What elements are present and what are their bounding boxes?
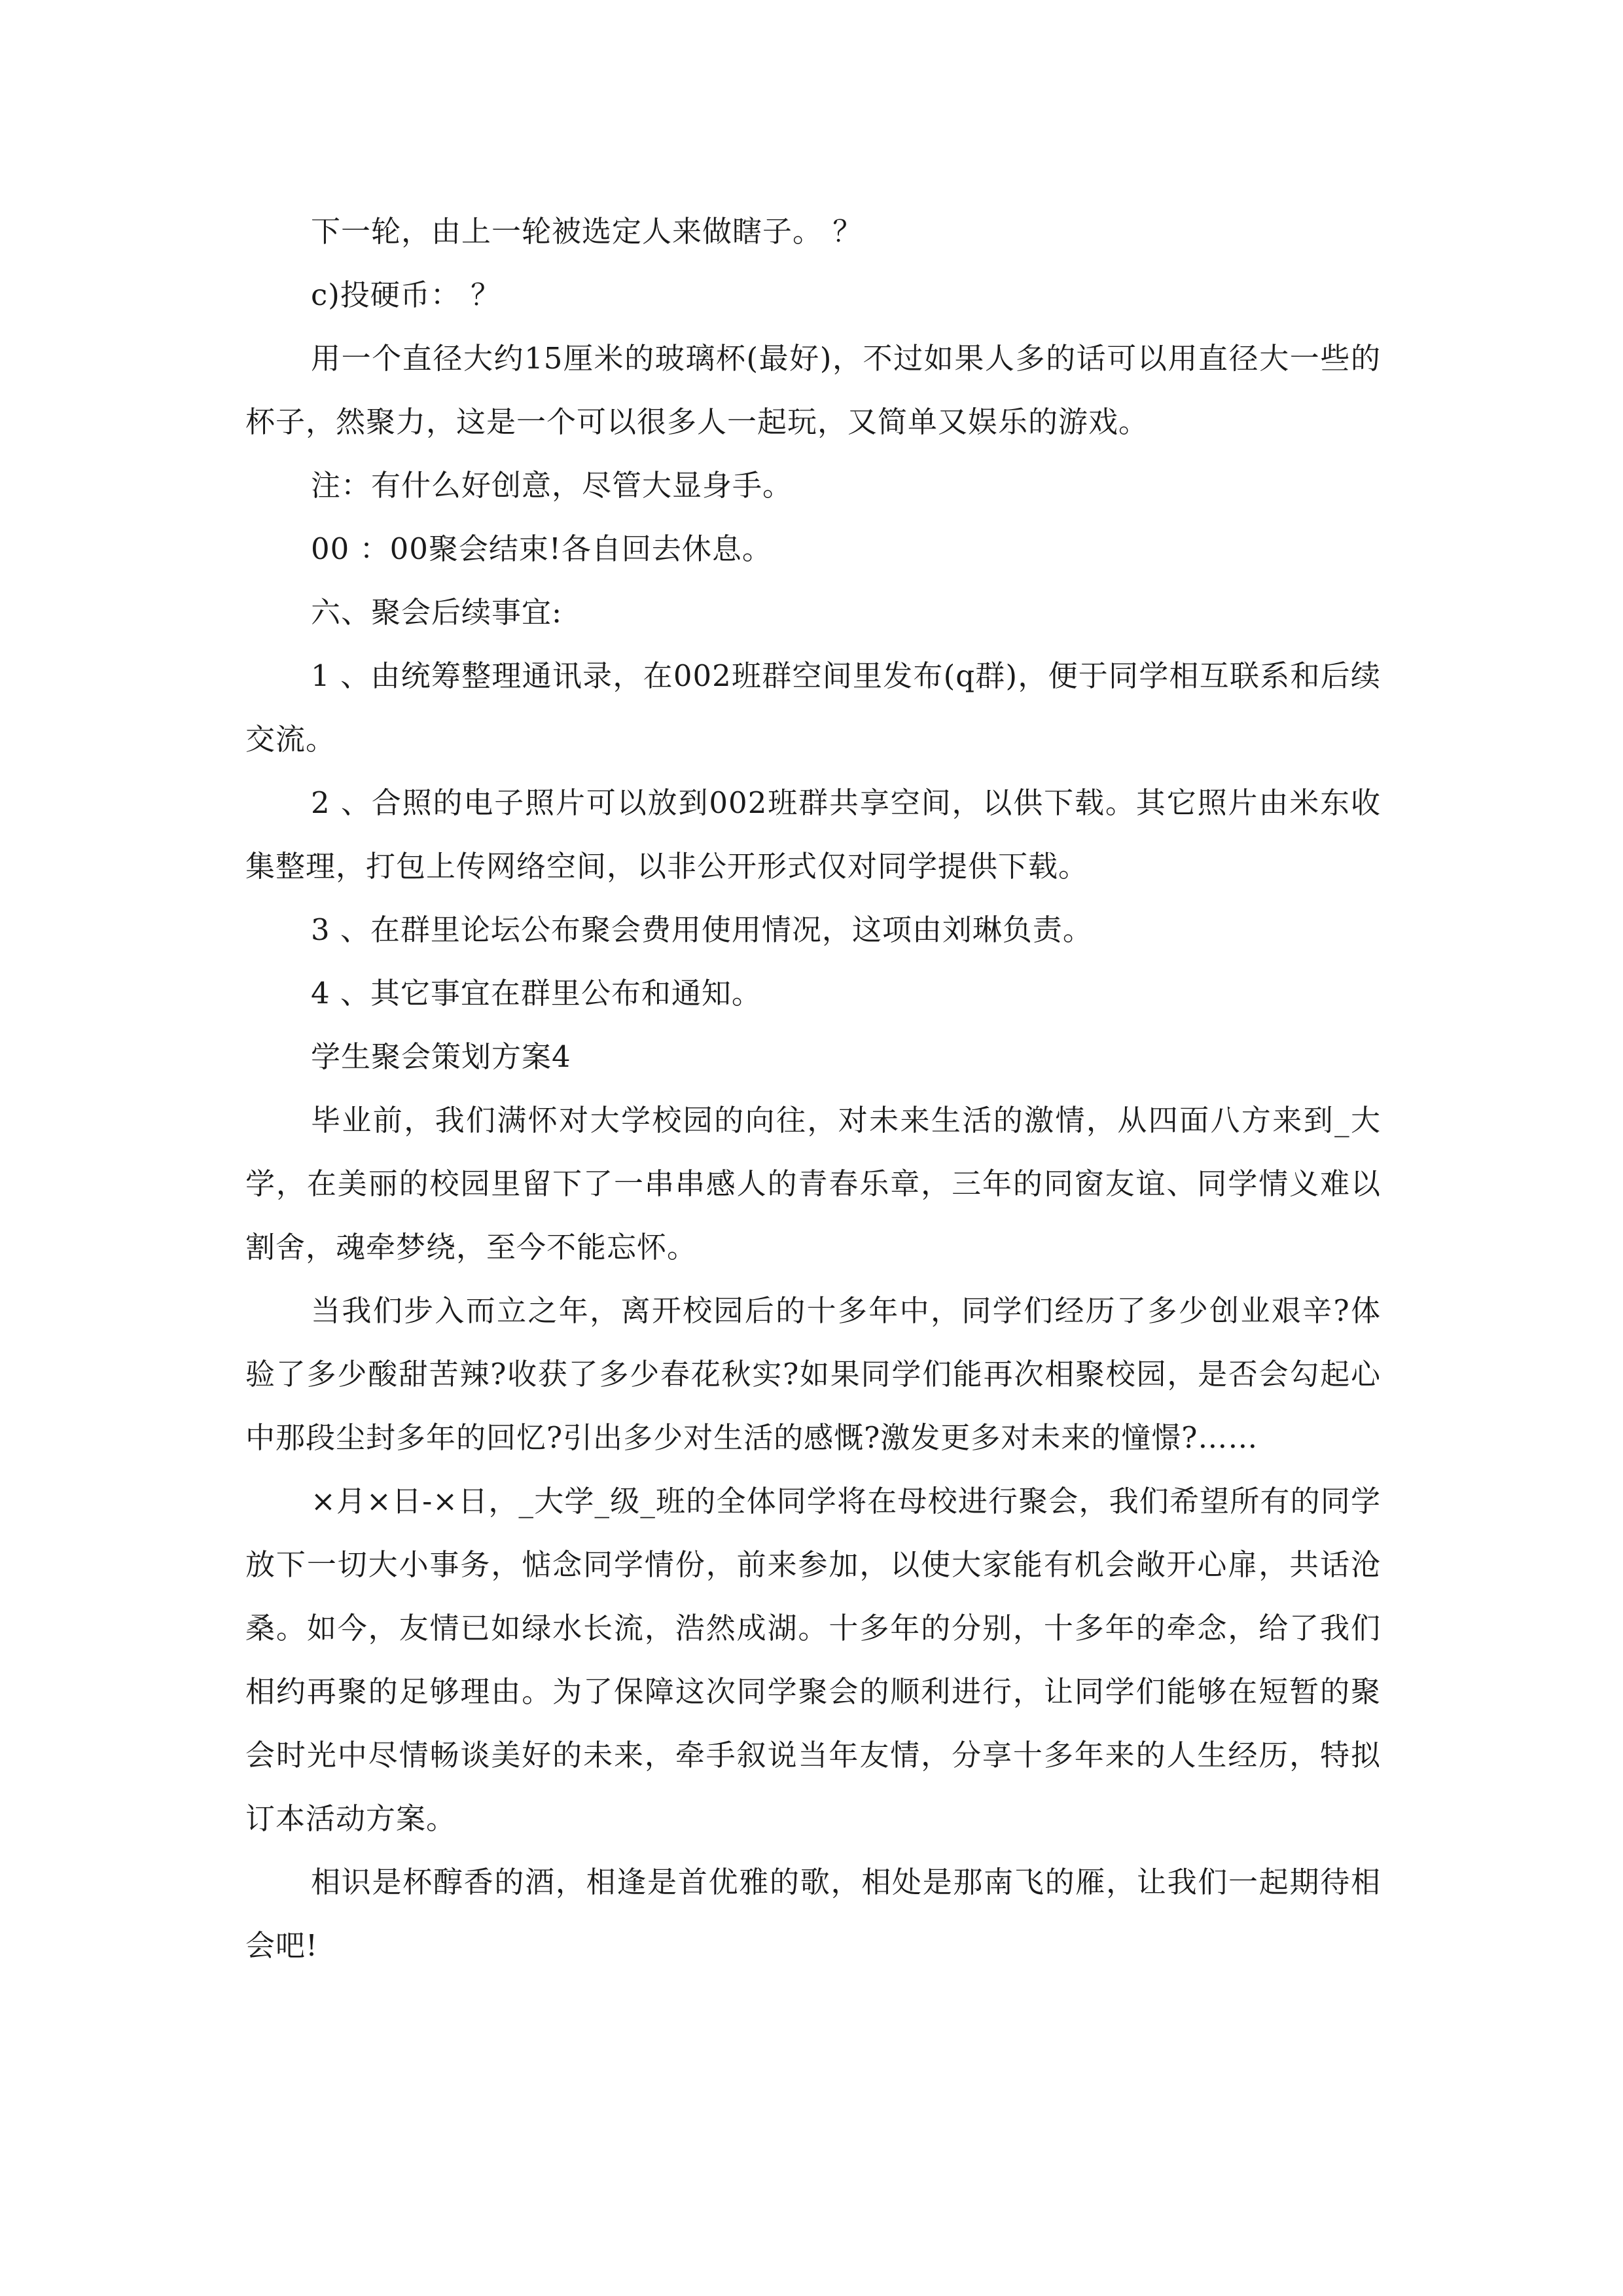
paragraph-item-4: 4 、其它事宜在群里公布和通知。 bbox=[311, 976, 762, 1011]
paragraph-before-graduation: 毕业前，我们满怀对大学校园的向往，对未来生活的激情，从四面八方来到_大学，在美丽的校园里留下了一串串感人的青春乐章，三年的同窗友谊、同学情义难以割舍，魂牵梦绕，至今不能忘怀。 bbox=[245, 1103, 1381, 1265]
paragraph-coin-toss-title: c)投硬币： ？ bbox=[311, 278, 501, 312]
paragraph-thirty-years: 当我们步入而立之年，离开校园后的十多年中，同学们经历了多少创业艰辛?体验了多少酸甜苦辣?收获了多少春花秋实?如果同学们能再次相聚校园，是否会勾起心中那段尘封多年的回忆?引出多少对生活的感慨?激发更多对未来的憧憬?…… bbox=[245, 1293, 1381, 1455]
paragraph-coin-toss-rules: 用一个直径大约15厘米的玻璃杯(最好)，不过如果人多的话可以用直径大一些的杯子，然聚力，这是一个可以很多人一起玩，又简单又娱乐的游戏。 bbox=[245, 341, 1381, 439]
paragraph-blind-next-round: 下一轮，由上一轮被选定人来做瞎子。 ？ bbox=[311, 214, 863, 249]
paragraph-note: 注：有什么好创意，尽管大显身手。 bbox=[311, 468, 793, 503]
paragraph-item-2: 2 、合照的电子照片可以放到002班群共享空间，以供下载。其它照片由米东收集整理，打包上传网络空间，以非公开形式仅对同学提供下载。 bbox=[245, 785, 1381, 884]
section-heading-follow-up: 六、聚会后续事宜: bbox=[311, 595, 563, 630]
paragraph-party-end: 00 ：00聚会结束!各自回去休息。 bbox=[311, 531, 772, 566]
paragraph-reunion-date: ×月×日-×日，_大学_级_班的全体同学将在母校进行聚会，我们希望所有的同学放下一切大小事务，惦念同学情份，前来参加，以使大家能有机会敞开心扉，共话沧桑。如今，友情已如绿水长流，浩然成湖。十多年的分别，十多年的牵念，给了我们相约再聚的足够理由。为了保障这次同学聚会的顺利进行，让同学们能够在短暂的聚会时光中尽情畅谈美好的未来，牵手叙说当年友情，分享十多年来的人生经历，特拟订本活动方案。 bbox=[245, 1484, 1381, 1836]
document-page bbox=[245, 200, 1381, 1977]
paragraph-item-1: 1 、由统筹整理通讯录，在002班群空间里发布(q群)，便于同学相互联系和后续交流。 bbox=[245, 658, 1381, 757]
section-heading-plan-4: 学生聚会策划方案4 bbox=[311, 1039, 571, 1074]
paragraph-item-3: 3 、在群里论坛公布聚会费用使用情况，这项由刘琳负责。 bbox=[311, 912, 1093, 947]
paragraph-closing: 相识是杯醇香的酒，相逢是首优雅的歌，相处是那南飞的雁，让我们一起期待相会吧! bbox=[245, 1865, 1381, 1963]
